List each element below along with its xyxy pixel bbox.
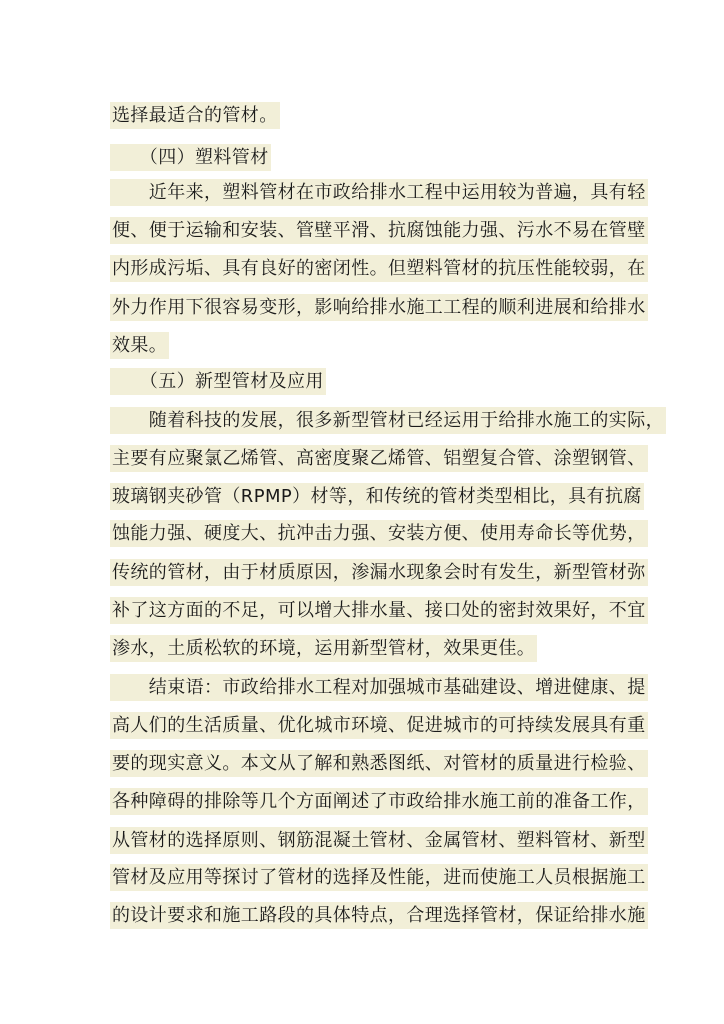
text-line [110,255,648,282]
highlighted-text: 玻璃钢夹砂管（RPMP）材等，和传统的管材类型相比，具有抗腐 [110,483,644,510]
highlighted-text: 传统的管材，由于材质原因，渗漏水现象会时有发生，新型管材弥 [110,559,648,586]
text-line [110,102,280,129]
text-line [110,864,648,891]
highlighted-text: 要的现实意义。本文从了解和熟悉图纸、对管材的质量进行检验、 [110,750,648,777]
text-line [110,407,666,434]
highlighted-text: （四）塑料管材 [110,144,271,171]
highlighted-text: 补了这方面的不足，可以增大排水量、接口处的密封效果好，不宜 [110,597,648,624]
highlighted-text: 蚀能力强、硬度大、抗冲击力强、安装方便、使用寿命长等优势， [110,520,648,547]
text-line [110,827,648,854]
conclusion-line [110,674,648,701]
highlighted-text: 管材及应用等探讨了管材的选择及性能，进而使施工人员根据施工 [110,864,648,891]
section-heading-new-pipes [110,368,326,395]
text-line [110,750,648,777]
highlighted-text: 的设计要求和施工路段的具体特点，合理选择管材，保证给排水施 [110,902,648,929]
highlighted-text: 随着科技的发展，很多新型管材已经运用于给排水施工的实际， [110,407,666,434]
text-line [110,179,648,206]
text-line [110,788,648,815]
text-line [110,445,648,472]
highlighted-text: 结束语：市政给排水工程对加强城市基础建设、增进健康、提 [110,674,648,701]
text-line [110,597,648,624]
highlighted-text: 近年来，塑料管材在市政给排水工程中运用较为普遍，具有轻 [110,179,648,206]
text-line [110,635,537,662]
text-line [110,294,648,321]
highlighted-text: 主要有应聚氯乙烯管、高密度聚乙烯管、铝塑复合管、涂塑钢管、 [110,445,648,472]
highlighted-text: 从管材的选择原则、钢筋混凝土管材、金属管材、塑料管材、新型 [110,827,648,854]
text-line [110,217,648,244]
highlighted-text: 渗水，土质松软的环境，运用新型管材，效果更佳。 [110,635,537,662]
highlighted-text: 内形成污垢、具有良好的密闭性。但塑料管材的抗压性能较弱，在 [110,255,648,282]
highlighted-text: （五）新型管材及应用 [110,368,326,395]
highlighted-text: 选择最适合的管材。 [110,102,280,129]
highlighted-text: 外力作用下很容易变形，影响给排水施工工程的顺利进展和给排水 [110,294,648,321]
text-line [110,559,648,586]
section-heading-plastic-pipes [110,144,271,171]
text-line [110,520,648,547]
highlighted-text: 效果。 [110,332,169,359]
text-line [110,483,644,510]
text-line [110,332,169,359]
highlighted-text: 便、便于运输和安装、管壁平滑、抗腐蚀能力强、污水不易在管壁 [110,217,648,244]
highlighted-text: 高人们的生活质量、优化城市环境、促进城市的可持续发展具有重 [110,712,648,739]
text-line [110,902,648,929]
text-line [110,712,648,739]
highlighted-text: 各种障碍的排除等几个方面阐述了市政给排水施工前的准备工作， [110,788,648,815]
